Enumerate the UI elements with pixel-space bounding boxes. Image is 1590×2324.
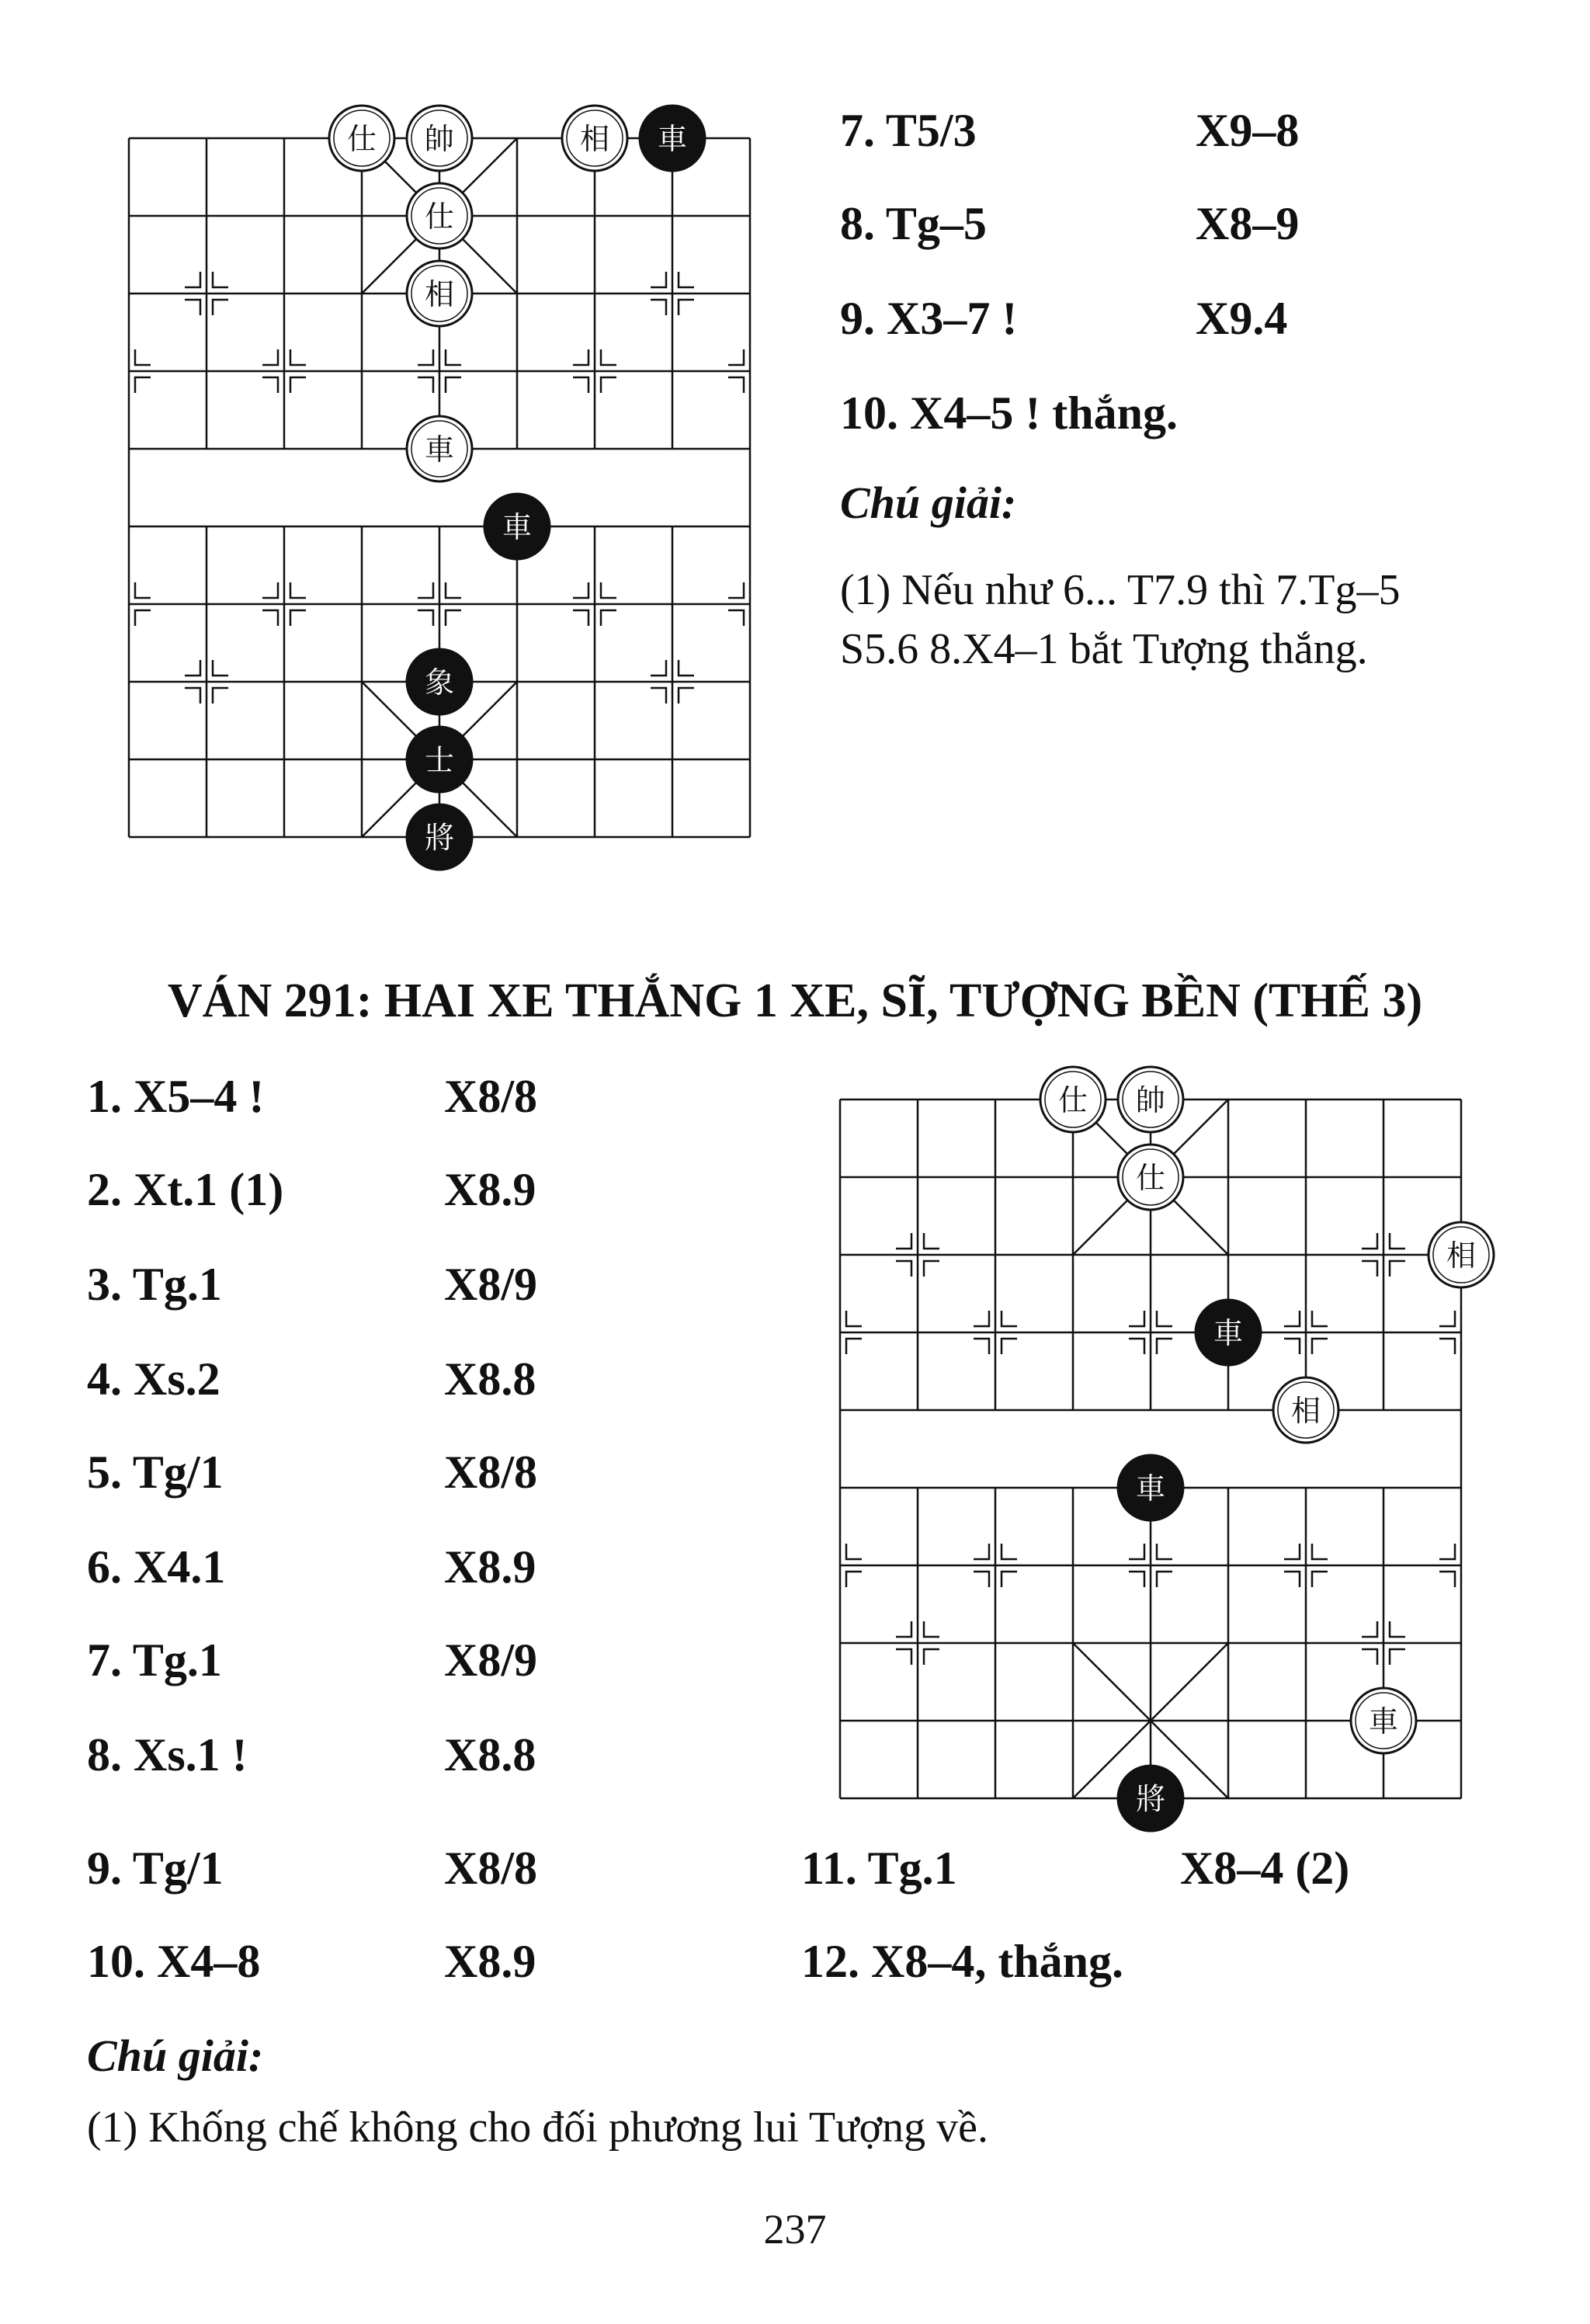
board1-piece-black bbox=[484, 494, 550, 559]
move-white: 6. X4.1 bbox=[87, 1541, 226, 1593]
board2-position-mark bbox=[846, 1311, 862, 1326]
move-black: X8–4 (2) bbox=[1180, 1843, 1350, 1894]
board1-position-mark bbox=[601, 377, 616, 393]
board1-position-mark bbox=[728, 349, 744, 365]
board2-position-mark bbox=[1312, 1311, 1328, 1326]
board2-piece-red bbox=[1118, 1067, 1183, 1132]
board1-position-mark bbox=[601, 349, 616, 365]
board2-position-mark bbox=[1439, 1544, 1455, 1559]
piece-glyph: 相 bbox=[579, 122, 610, 156]
board1-position-mark bbox=[728, 582, 744, 598]
board1-position-mark bbox=[418, 610, 433, 626]
note-line: (1) Khống chế không cho đối phương lui Tượng về. bbox=[87, 2103, 988, 2152]
board1-position-mark bbox=[135, 349, 151, 365]
board2-piece-red bbox=[1118, 1145, 1183, 1210]
piece-glyph: 仕 bbox=[346, 122, 377, 156]
board2-position-mark bbox=[1284, 1572, 1300, 1587]
board2-piece-black bbox=[1196, 1300, 1261, 1365]
move-white: 7. Tg.1 bbox=[87, 1634, 222, 1686]
board2-position-mark bbox=[846, 1572, 862, 1587]
move-white: 5. Tg/1 bbox=[87, 1447, 224, 1498]
board1-position-mark bbox=[679, 660, 694, 676]
board2-position-mark bbox=[1390, 1261, 1405, 1277]
move-black: X8/9 bbox=[444, 1634, 537, 1686]
board1-position-mark bbox=[573, 610, 588, 626]
piece-glyph: 車 bbox=[502, 510, 533, 544]
board1-position-mark bbox=[290, 582, 306, 598]
board1-position-mark bbox=[185, 272, 200, 287]
move-white: 4. Xs.2 bbox=[87, 1353, 220, 1405]
board2-position-mark bbox=[1390, 1621, 1405, 1637]
note-line: (1) Nếu như 6... T7.9 thì 7.Tg–5 bbox=[840, 566, 1401, 614]
board1-position-mark bbox=[446, 377, 461, 393]
board1-position-mark bbox=[135, 582, 151, 598]
board2-position-mark bbox=[1129, 1544, 1144, 1559]
board1-piece-red bbox=[562, 106, 627, 171]
board1-position-mark bbox=[418, 349, 433, 365]
board2-position-mark bbox=[1362, 1261, 1377, 1277]
board2-position-mark bbox=[1390, 1649, 1405, 1665]
piece-glyph: 仕 bbox=[1135, 1161, 1166, 1195]
board2-position-mark bbox=[974, 1311, 989, 1326]
move-black: X8.9 bbox=[444, 1936, 536, 1987]
board1-piece-red bbox=[407, 261, 472, 326]
board1-position-mark bbox=[651, 660, 666, 676]
move-black: X8/8 bbox=[444, 1071, 537, 1122]
board1-position-mark bbox=[679, 300, 694, 315]
board2-position-mark bbox=[974, 1339, 989, 1354]
board2-position-mark bbox=[1362, 1649, 1377, 1665]
board2-position-mark bbox=[924, 1621, 939, 1637]
board1-position-mark bbox=[213, 660, 228, 676]
board1-position-mark bbox=[728, 377, 744, 393]
board1-piece-black bbox=[407, 804, 472, 870]
board2-position-mark bbox=[1312, 1339, 1328, 1354]
board2-position-mark bbox=[896, 1621, 911, 1637]
board2-piece-red bbox=[1040, 1067, 1106, 1132]
board2-position-mark bbox=[1157, 1311, 1172, 1326]
game-title: VÁN 291: HAI XE THẮNG 1 XE, SĨ, TƯỢNG BỀN (THẾ 3) bbox=[167, 974, 1423, 1027]
board1-position-mark bbox=[728, 610, 744, 626]
chess-board-top bbox=[129, 122, 750, 855]
move-white: 8. Tg–5 bbox=[840, 198, 987, 249]
board1-position-mark bbox=[601, 582, 616, 598]
board2-position-mark bbox=[846, 1339, 862, 1354]
board1-position-mark bbox=[185, 660, 200, 676]
move-black: X8.9 bbox=[444, 1541, 536, 1593]
board1-position-mark bbox=[418, 377, 433, 393]
piece-glyph: 相 bbox=[1446, 1238, 1477, 1273]
board2-position-mark bbox=[1002, 1311, 1017, 1326]
board1-position-mark bbox=[573, 582, 588, 598]
move-white: 7. T5/3 bbox=[840, 105, 977, 156]
move-black: X8/8 bbox=[444, 1843, 537, 1894]
board2-position-mark bbox=[1439, 1572, 1455, 1587]
board2-piece-black bbox=[1118, 1766, 1183, 1831]
board1-position-mark bbox=[262, 582, 278, 598]
board2-position-mark bbox=[1362, 1621, 1377, 1637]
board2-piece-red bbox=[1273, 1377, 1338, 1443]
move-white: 3. Tg.1 bbox=[87, 1259, 222, 1310]
board1-piece-red bbox=[407, 106, 472, 171]
board2-position-mark bbox=[1284, 1311, 1300, 1326]
board2-piece-red bbox=[1429, 1222, 1494, 1287]
board2-position-mark bbox=[1362, 1233, 1377, 1249]
move-black: X8.8 bbox=[444, 1729, 536, 1780]
board2-position-mark bbox=[896, 1233, 911, 1249]
move-black: X8.9 bbox=[444, 1164, 536, 1215]
board1-piece-black bbox=[407, 727, 472, 792]
piece-glyph: 仕 bbox=[424, 200, 455, 234]
piece-glyph: 將 bbox=[1135, 1782, 1166, 1816]
move-black: X9–8 bbox=[1196, 105, 1300, 156]
board2-position-mark bbox=[1439, 1339, 1455, 1354]
board1-position-mark bbox=[446, 610, 461, 626]
piece-glyph: 士 bbox=[424, 743, 455, 777]
board1-position-mark bbox=[262, 349, 278, 365]
board1-position-mark bbox=[135, 610, 151, 626]
move-white: 2. Xt.1 (1) bbox=[87, 1164, 284, 1215]
board1-position-mark bbox=[262, 377, 278, 393]
board2-position-mark bbox=[1284, 1339, 1300, 1354]
board1-position-mark bbox=[185, 300, 200, 315]
move-white: 8. Xs.1 ! bbox=[87, 1729, 248, 1780]
board1-piece-red bbox=[407, 416, 472, 481]
move-white: 10. X4–8 bbox=[87, 1936, 261, 1987]
board2-position-mark bbox=[896, 1649, 911, 1665]
move-white: 1. X5–4 ! bbox=[87, 1071, 265, 1122]
piece-glyph: 車 bbox=[657, 122, 688, 156]
board2-position-mark bbox=[924, 1261, 939, 1277]
board2-position-mark bbox=[1157, 1544, 1172, 1559]
move-white: 9. Tg/1 bbox=[87, 1843, 224, 1894]
board1-position-mark bbox=[262, 610, 278, 626]
board2-position-mark bbox=[1002, 1572, 1017, 1587]
board1-position-mark bbox=[651, 272, 666, 287]
board1-position-mark bbox=[290, 610, 306, 626]
move-black: X8/8 bbox=[444, 1447, 537, 1498]
board1-position-mark bbox=[135, 377, 151, 393]
board2-position-mark bbox=[974, 1572, 989, 1587]
piece-glyph: 將 bbox=[424, 821, 455, 855]
board1-position-mark bbox=[651, 300, 666, 315]
piece-glyph: 車 bbox=[1368, 1704, 1399, 1739]
move-black: X9.4 bbox=[1196, 293, 1288, 344]
board1-position-mark bbox=[679, 688, 694, 703]
page-number: 237 bbox=[763, 2206, 827, 2253]
board2-position-mark bbox=[1312, 1544, 1328, 1559]
board2-position-mark bbox=[924, 1233, 939, 1249]
piece-glyph: 象 bbox=[424, 665, 455, 700]
board2-position-mark bbox=[1312, 1572, 1328, 1587]
move-white: 12. X8–4, thắng. bbox=[801, 1936, 1124, 1987]
board1-position-mark bbox=[446, 349, 461, 365]
board1-piece-black bbox=[407, 649, 472, 714]
board1-position-mark bbox=[213, 272, 228, 287]
board2-position-mark bbox=[1129, 1311, 1144, 1326]
move-black: X8/9 bbox=[444, 1259, 537, 1310]
board2-position-mark bbox=[1002, 1544, 1017, 1559]
piece-glyph: 仕 bbox=[1057, 1083, 1088, 1117]
board2-piece-red bbox=[1351, 1688, 1416, 1753]
piece-glyph: 車 bbox=[424, 432, 455, 467]
board2-position-mark bbox=[1284, 1544, 1300, 1559]
board1-piece-red bbox=[329, 106, 394, 171]
board2-position-mark bbox=[924, 1649, 939, 1665]
move-black: X8–9 bbox=[1196, 198, 1300, 249]
board1-position-mark bbox=[185, 688, 200, 703]
board1-position-mark bbox=[679, 272, 694, 287]
board2-position-mark bbox=[974, 1544, 989, 1559]
piece-glyph: 帥 bbox=[424, 122, 455, 156]
move-white: 10. X4–5 ! thắng. bbox=[840, 387, 1179, 439]
board1-piece-red bbox=[407, 183, 472, 248]
move-white: 9. X3–7 ! bbox=[840, 293, 1018, 344]
board2-position-mark bbox=[846, 1544, 862, 1559]
board2-position-mark bbox=[1390, 1233, 1405, 1249]
piece-glyph: 帥 bbox=[1135, 1083, 1166, 1117]
board2-position-mark bbox=[1157, 1572, 1172, 1587]
piece-glyph: 車 bbox=[1213, 1316, 1244, 1350]
board1-position-mark bbox=[418, 582, 433, 598]
board2-position-mark bbox=[1129, 1339, 1144, 1354]
board1-piece-black bbox=[640, 106, 705, 171]
piece-glyph: 車 bbox=[1135, 1471, 1166, 1506]
board1-position-mark bbox=[601, 610, 616, 626]
board1-position-mark bbox=[213, 688, 228, 703]
piece-glyph: 相 bbox=[424, 277, 455, 311]
board1-position-mark bbox=[290, 377, 306, 393]
board1-position-mark bbox=[573, 377, 588, 393]
board1-position-mark bbox=[573, 349, 588, 365]
move-white: 11. Tg.1 bbox=[801, 1843, 957, 1894]
board2-position-mark bbox=[1439, 1311, 1455, 1326]
board2-position-mark bbox=[896, 1261, 911, 1277]
board1-position-mark bbox=[290, 349, 306, 365]
move-black: X8.8 bbox=[444, 1353, 536, 1405]
board1-position-mark bbox=[213, 300, 228, 315]
board1-position-mark bbox=[446, 582, 461, 598]
note-line: S5.6 8.X4–1 bắt Tượng thắng. bbox=[840, 625, 1368, 673]
board2-position-mark bbox=[1002, 1339, 1017, 1354]
board2-position-mark bbox=[1157, 1339, 1172, 1354]
board1-position-mark bbox=[651, 688, 666, 703]
board2-piece-black bbox=[1118, 1455, 1183, 1520]
chess-board-bottom bbox=[840, 1083, 1477, 1816]
note-heading: Chú giải: bbox=[840, 478, 1017, 528]
note-heading: Chú giải: bbox=[87, 2030, 264, 2081]
piece-glyph: 相 bbox=[1290, 1394, 1321, 1428]
board2-position-mark bbox=[1129, 1572, 1144, 1587]
